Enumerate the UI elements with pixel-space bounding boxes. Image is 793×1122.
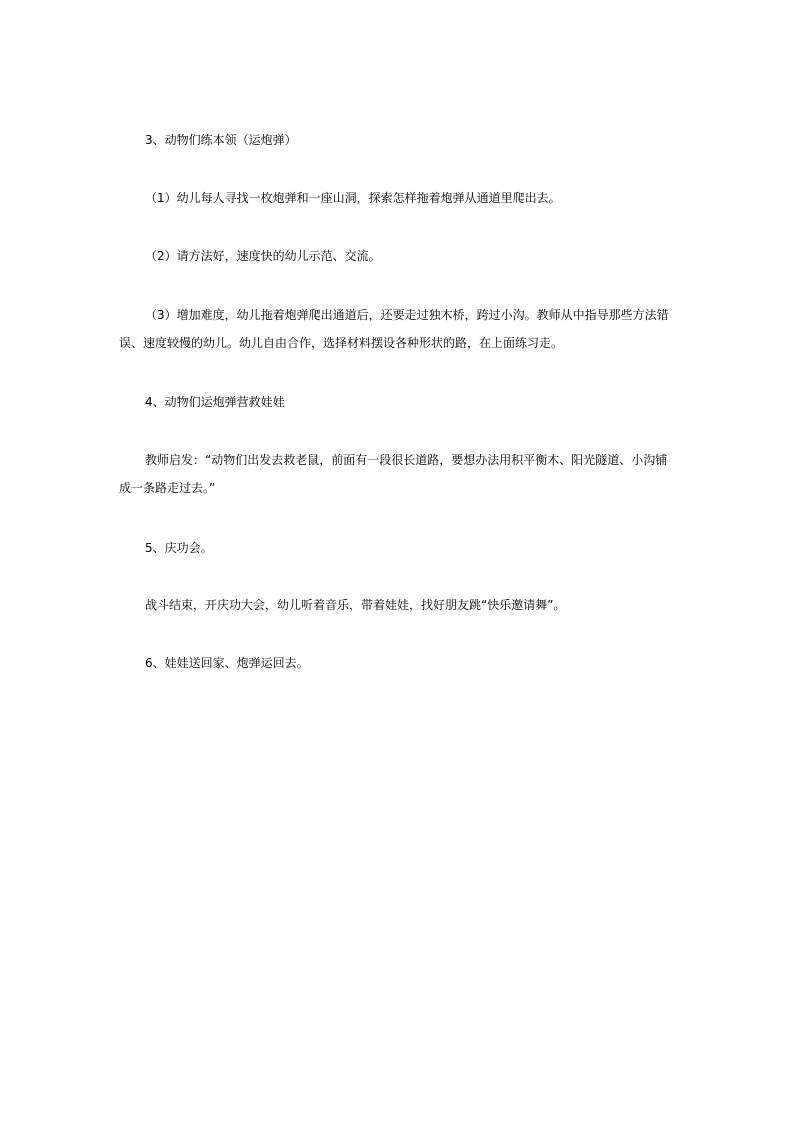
step-3-item-3: （3）增加难度，幼儿拖着炮弹爬出通道后，还要走过独木桥，跨过小沟。教师从中指导那些方法错误、速度较慢的幼儿。幼儿自由合作，选择材料摆设各种形状的路，在上面练习走。 bbox=[119, 308, 669, 350]
step-6-heading: 6、娃娃送回家、炮弹运回去。 bbox=[145, 656, 309, 670]
step-3-heading: 3、动物们练本领（运炮弹） bbox=[145, 133, 297, 147]
step-5-heading: 5、庆功会。 bbox=[145, 541, 213, 555]
step-3-item-2: （2）请方法好，速度快的幼儿示范、交流。 bbox=[145, 249, 381, 263]
step-3-item-1: （1）幼儿每人寻找一枚炮弹和一座山洞，探索怎样拖着炮弹从通道里爬出去。 bbox=[145, 191, 561, 205]
step-5-description: 战斗结束，开庆功大会，幼儿听着音乐，带着娃娃，找好朋友跳“快乐邀请舞”。 bbox=[145, 598, 566, 612]
step-4-heading: 4、动物们运炮弹营救娃娃 bbox=[145, 395, 285, 409]
step-4-teacher-prompt: 教师启发：“动物们出发去救老鼠，前面有一段很长道路，要想办法用积平衡木、阳光隧道、小沟铺成一条路走过去。” bbox=[119, 453, 668, 495]
